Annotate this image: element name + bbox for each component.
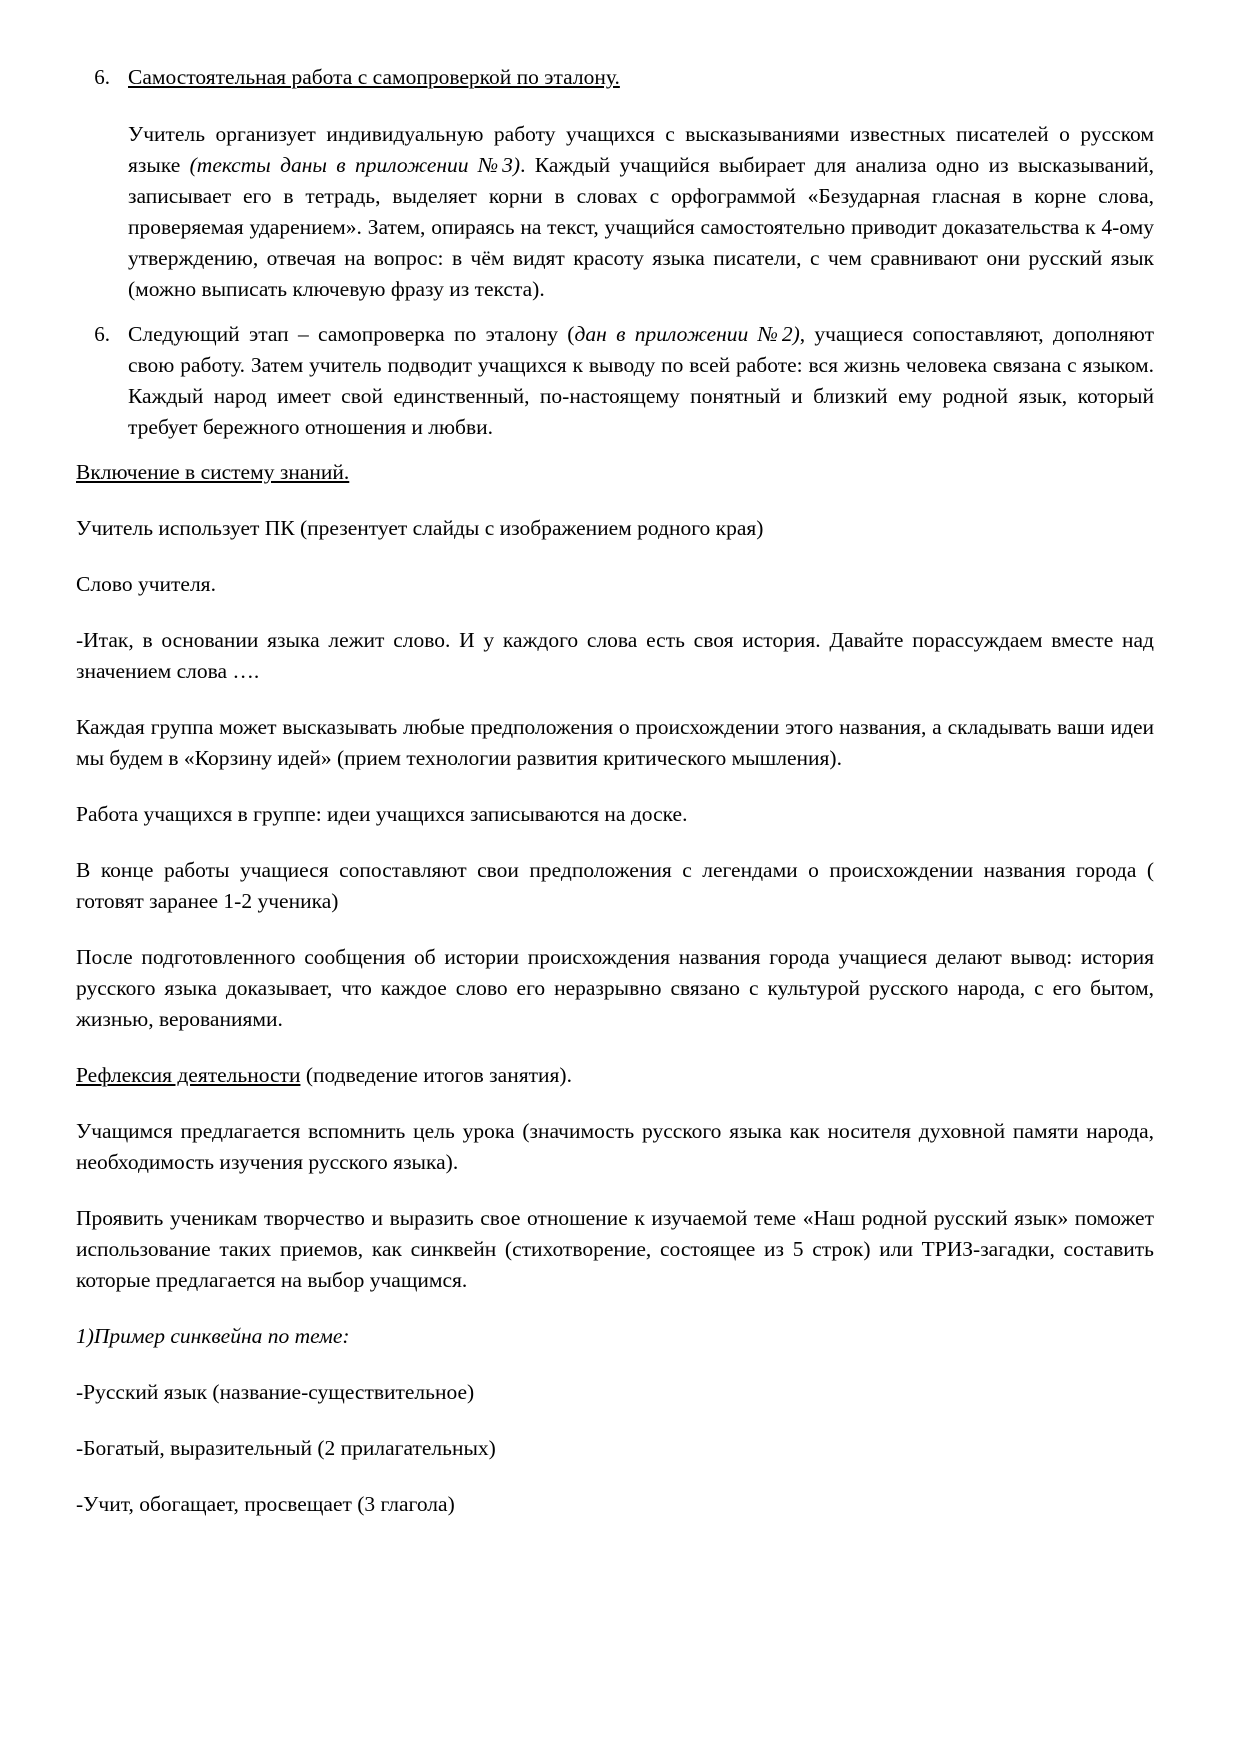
paragraph: Слово учителя.	[76, 572, 216, 596]
sinkvein-title-text: 1)Пример синквейна по теме:	[76, 1324, 350, 1348]
list-item-content	[128, 62, 1154, 305]
list-item-title: Самостоятельная работа с самопроверкой по эталону.	[128, 65, 620, 89]
paragraph: В конце работы учащиеся сопоставляют свои предположения с легендами о происхождении названия города ( готовят заранее 1-2 ученика)	[76, 858, 1154, 913]
section-heading	[76, 457, 1154, 488]
list-item-text-italic: (тексты даны в приложении №3)	[189, 153, 521, 177]
paragraph: Учащимся предлагается вспомнить цель урока (значимость русского языка как носителя духовной памяти народа, необходимость изучения русского языка).	[76, 1119, 1154, 1174]
list-item-text-pre: Учитель организует индивидуальную работу учащихся с высказываниями известных писателей о русском языке	[128, 122, 1154, 177]
paragraph: -Итак, в основании языка лежит слово. И у каждого слова есть своя история. Давайте порассуждаем вместе над значением слова ….	[76, 628, 1154, 683]
list-item-text-post: , учащиеся сопоставляют, дополняют свою работу. Затем учитель подводит учащихся к выводу по всей работе: вся жизнь человека связана с языком. Каждый народ имеет свой единственный, по-настоящему понятный и близкий ему родной язык, который требует бережного отношения и любви.	[128, 322, 1154, 439]
reflection-heading-text: Рефлексия деятельности	[76, 1063, 301, 1087]
sinkvein-line: -Богатый, выразительный (2 прилагательных)	[76, 1436, 496, 1460]
sinkvein-line: -Учит, обогащает, просвещает (3 глагола)	[76, 1492, 455, 1516]
list-marker: 6.	[94, 322, 110, 346]
sinkvein-title	[76, 1321, 1154, 1352]
reflection-heading	[76, 1060, 1154, 1091]
list-item-text-pre: Следующий этап – самопроверка по эталону (	[128, 322, 575, 346]
numbered-list	[76, 62, 1154, 443]
section-heading-text: Включение в систему знаний.	[76, 460, 350, 484]
list-item	[76, 62, 1154, 305]
paragraph: Учитель использует ПК (презентует слайды с изображением родного края)	[76, 516, 764, 540]
paragraph: Каждая группа может высказывать любые предположения о происхождении этого названия, а складывать ваши идеи мы будем в «Корзину идей» (прием технологии развития критического мышления).	[76, 715, 1154, 770]
list-item	[76, 319, 1154, 443]
list-item-text-italic: дан в приложении №2)	[574, 322, 800, 346]
paragraph: Работа учащихся в группе: идеи учащихся записываются на доске.	[76, 802, 688, 826]
list-item-text-post: . Каждый учащийся выбирает для анализа одно из высказываний, записывает его в тетрадь, выделяет корни в словах с орфограммой «Безударная гласная в корне слова, проверяемая ударением». Затем, опираясь на текст, учащийся самостоятельно приводит доказательства к 4-ому утверждению, отвечая на вопрос: в чём видят красоту языка писатели, с чем сравнивают они русский язык (можно выписать ключевую фразу из текста).	[128, 153, 1155, 301]
paragraph: Проявить ученикам творчество и выразить свое отношение к изучаемой теме «Наш родной русский язык» поможет использование таких приемов, как синквейн (стихотворение, состоящее из 5 строк) или ТРИЗ-загадки, составить которые предлагается на выбор учащимся.	[76, 1206, 1154, 1292]
paragraph: После подготовленного сообщения об истории происхождения названия города учащиеся делают вывод: история русского языка доказывает, что каждое слово его неразрывно связано с культурой русского народа, с его бытом, жизнью, верованиями.	[76, 945, 1154, 1031]
list-marker: 6.	[94, 65, 110, 89]
list-item-content	[128, 319, 1154, 443]
reflection-heading-rest: (подведение итогов занятия).	[300, 1063, 572, 1087]
spacer	[128, 93, 1154, 119]
sinkvein-line: -Русский язык (название-существительное)	[76, 1380, 475, 1404]
